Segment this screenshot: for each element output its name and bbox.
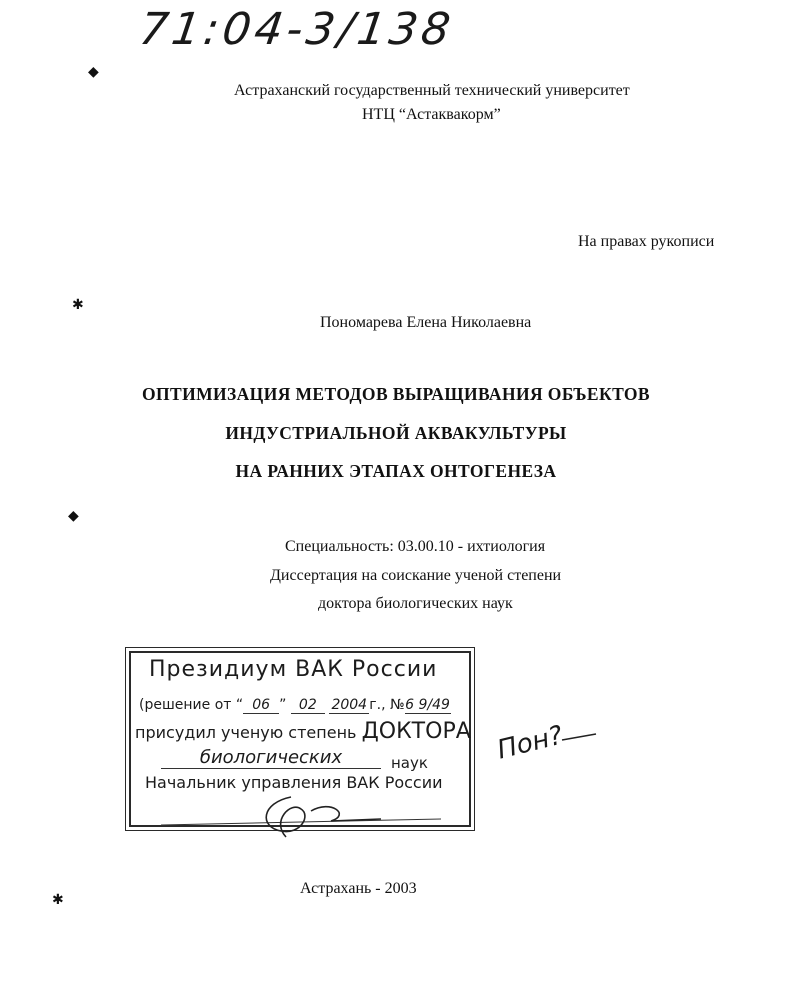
stamp-science-handwritten: биологических xyxy=(161,747,381,769)
stamp-year: 2004 xyxy=(329,697,369,714)
margin-mark: ✱ xyxy=(72,298,84,313)
margin-mark: ✱ xyxy=(52,893,64,908)
degree: доктора биологических наук xyxy=(318,595,513,612)
stamp-science-suffix: наук xyxy=(391,754,428,772)
stamp-decision-line: (решение от “ 06 ” 02 2004 г., №6 9/49 xyxy=(139,697,450,713)
vak-stamp xyxy=(129,651,471,827)
manuscript-note: На правах рукописи xyxy=(578,233,715,250)
stamp-decision-prefix: (решение от “ xyxy=(139,697,244,713)
university-name: Астраханский государственный технический университет xyxy=(234,82,630,99)
margin-handwritten-note: Пон? xyxy=(494,720,566,766)
margin-mark: ◆ xyxy=(88,65,99,80)
stamp-title: Президиум ВАК России xyxy=(149,657,438,682)
stamp-signatory: Начальник управления ВАК России xyxy=(145,773,443,792)
stamp-science-line xyxy=(161,747,381,769)
thesis-title-line-1: ОПТИМИЗАЦИЯ МЕТОДОВ ВЫРАЩИВАНИЯ ОБЪЕКТОВ xyxy=(141,384,651,404)
margin-dash xyxy=(560,730,600,744)
stamp-awarded-degree: ДОКТОРА xyxy=(361,719,471,744)
specialty: Специальность: 03.00.10 - ихтиология xyxy=(285,538,546,555)
stamp-month: 02 xyxy=(291,697,325,714)
stamp-awarded-prefix: присудил ученую степень xyxy=(135,723,357,742)
catalog-number: 71:04-3/138 xyxy=(136,4,458,55)
signature-image xyxy=(151,791,451,839)
thesis-title-line-2: ИНДУСТРИАЛЬНОЙ АКВАКУЛЬТУРЫ xyxy=(225,423,567,443)
margin-mark: ◆ xyxy=(68,509,79,524)
stamp-number: 6 9/49 xyxy=(405,697,450,713)
dissertation-note: Диссертация на соискание ученой степени xyxy=(270,567,562,584)
research-center: НТЦ “Астаквакорм” xyxy=(362,106,501,123)
stamp-day: 06 xyxy=(243,697,279,714)
city-year: Астрахань - 2003 xyxy=(300,880,417,897)
author-name: Пономарева Елена Николаевна xyxy=(320,314,532,331)
stamp-year-suffix: г., № xyxy=(369,697,405,713)
stamp-awarded-line xyxy=(135,719,471,744)
thesis-title-line-3: НА РАННИХ ЭТАПАХ ОНТОГЕНЕЗА xyxy=(235,461,557,481)
